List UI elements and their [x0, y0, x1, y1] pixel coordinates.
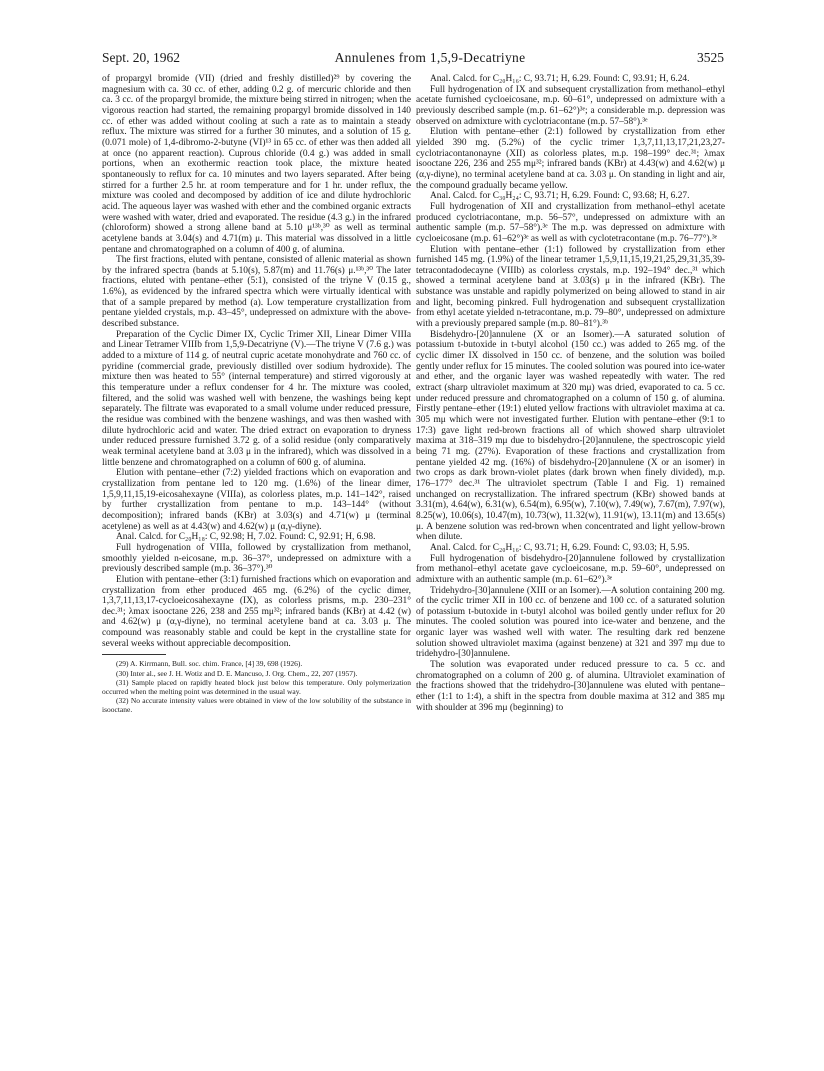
paragraph: The solution was evaporated under reduced pressure to ca. 5 cc. and chromatographed on a column of 200 g. of alumina. Ultraviolet examination of the fractions showed that the tridehydro-[30]annulene was eluted with pentane–ether (1:1 to 1:4), a shift in the spectra from double maxima at 312 and 385 mμ with shoulder at 396 mμ (beginning) to: [416, 660, 725, 713]
footnote: (31) Sample placed on rapidly heated block just below this temperature. Only polymerization occurred when the melting point was determined in the usual way.: [102, 677, 411, 697]
paragraph: Full hydrogenation of XII and crystallization from methanol–ethyl acetate produced cyclotriacontane, m.p. 56–57°, undepressed on admixture with an authentic sample (m.p. 57–58°).³ᵉ The m.p. was depressed on admixture with cycloeicosane (m.p. 61–62°)³ᵉ as well as with cyclotetracontane (m.p. 76–77°).³ᵉ: [416, 201, 725, 244]
footnote: (32) No accurate intensity values were obtained in view of the low solubility of the substance in isooctane.: [102, 696, 411, 715]
paragraph: Anal. Calcd. for C₃₀H₂₄: C, 93.71; H, 6.29. Found: C, 93.68; H, 6.27.: [430, 191, 690, 202]
paragraph: Bisdehydro-[20]annulene (X or an Isomer).—A saturated solution of potassium t-butoxide in t-butyl alcohol (150 cc.) was added to 265 mg. of the cyclic dimer IX dissolved in 150 cc. of benzene, and the solution was boiled gently under reflux for 15 minutes. The cooled solution was poured into ice-water and ether, and the organic layer was washed repeatedly with water. The red extract (sharp ultraviolet maximum at 320 mμ) was dried, evaporated to ca. 5 cc. under reduced pressure and chromatographed on a column of 150 g. of alumina. Firstly pentane–ether (19:1) eluted yellow fractions with ultraviolet maxima at ca. 305 mμ which were not investigated further. Elution with pentane–ether (9:1 to 17:3) gave light red-brown fractions all of which showed sharp ultraviolet maxima at 318–319 mμ due to bisdehydro-[20]annulene, the spectroscopic yield being 71 mg. (27%). Evaporation of these fractions and crystallization from pentane yielded 42 mg. (16%) of bisdehydro-[20]annulene (X or an isomer) in two crops as dark brown-violet plates (dark brown when finely divided), m.p. 176–177° dec.³¹ The ultraviolet spectrum (Table I and Fig. 1) remained unchanged on recrystallization. The infrared spectrum (KBr) showed bands at 3.31(m), 4.64(w), 6.31(w), 6.54(m), 6.95(w), 7.10(w), 7.49(w), 7.67(m), 7.97(w), 8.25(w), 10.06(s), 10.47(m), 10.73(w), 11.32(w), 11.91(w), 13.11(m) and 13.65(s) μ. A benzene solution was red-brown when concentrated and light yellow-brown when dilute.: [416, 329, 725, 543]
footnote: (30) Inter al., see J. H. Wotiz and D. E. Mancuso, J. Org. Chem., 22, 207 (1957).: [116, 668, 358, 678]
paragraph: Full hydrogenation of VIIIa, followed by crystallization from methanol, smoothly yielded n-eicosane, m.p. 36–37°, undepressed on admixture with a previously described sample (m.p. 36–37°).³⁰: [102, 542, 411, 575]
left-column: [102, 74, 411, 715]
paragraph: Elution with pentane–ether (2:1) followed by crystallization from ether yielded 390 mg. (5.2%) of the cyclic trimer 1,3,7,11,13,17,21,23,27-cyclotriacontanonayne (XII) as colorless plates, m.p. 198–199° dec.³¹; λmax isooctane 226, 236 and 255 mμ³²; infrared bands (KBr) at 4.43(w) and 4.62(w) μ (α,γ-diyne), no terminal acetylene band at ca. 3.03 μ. On standing in light and air, the compound gradually became yellow.: [416, 127, 725, 191]
right-column: [416, 74, 725, 713]
paragraph: The first fractions, eluted with pentane, consisted of allenic material as shown by the infrared spectra (bands at 5.10(s), 5.87(m) and 11.76(s) μ.¹³ᵇ,³⁰ The later fractions, eluted with pentane–ether (5:1), consisted of the triyne V (0.15 g., 1.6%), as evidenced by the infrared spectra which were virtually identical with that of a sample prepared by method (a). Low temperature crystallization from pentane yielded crystals, m.p. 43–45°, undepressed on admixture with the above-described substance.: [102, 255, 411, 330]
paragraph: Elution with pentane–ether (1:1) followed by crystallization from ether furnished 145 mg. (1.9%) of the linear tetramer 1,5,9,11,15,19,21,25,29,31,35,39-tetracontadodecayne (VIIIb) as colorless crystals, m.p. 192–194° dec.,³¹ which showed a terminal acetylene band at 3.03(s) μ in the infrared (KBr). The substance was unstable and rapidly polymerized on being allowed to stand in air and light, becoming pinkred. Full hydrogenation and subsequent crystallization from ethyl acetate yielded n-tetracontane, m.p. 79–80°, undepressed on admixture with a previously prepared sample (m.p. 80–81°).³ᵇ: [416, 244, 725, 330]
paragraph: Full hydrogenation of bisdehydro-[20]annulene followed by crystallization from methanol–ethyl acetate gave cycloeicosane, m.p. 59–60°, undepressed on admixture with an authentic sample (m.p. 61–62°).³ᵉ: [416, 553, 725, 585]
paragraph: Preparation of the Cyclic Dimer IX, Cyclic Trimer XII, Linear Dimer VIIIa and Linear Tetramer VIIIb from 1,5,9-Decatriyne (V).—The triyne V (7.6 g.) was added to a mixture of 114 g. of neutral cupric acetate monohydrate and 760 cc. of pyridine (commercial grade, previously distilled over sodium hydroxide). The mixture then was heated to 55° (internal temperature) and stirred vigorously at this temperature under a reflux condenser for 4 hr. The mixture was cooled, filtered, and the solid was washed well with benzene, the washings being kept separately. The filtrate was evaporated to a small volume under reduced pressure, the residue was combined with the benzene washings, and was then washed with dilute hydrochloric acid and water. The dried extract on evaporation to dryness under reduced pressure furnished 3.72 g. of a solid residue (only comparatively weak terminal acetylene band at 3.03 μ in the infrared), which was dissolved in a little benzene and chromatographed on a column of 600 g. of alumina.: [102, 329, 411, 468]
header-page-number: 3525: [697, 50, 724, 65]
footnote-divider: [102, 654, 166, 655]
paragraph: of propargyl bromide (VII) (dried and freshly distilled)²⁹ by covering the magnesium with ca. 30 cc. of ether, adding 0.2 g. of mercuric chloride and then ca. 3 cc. of the propargyl bromide, the mixture being stirred in nitrogen; when the vigorous reaction had started, the remaining propargyl bromide dissolved in 140 cc. of ether was added without cooling at such a rate as to maintain a steady reflux. The mixture was stirred for a further 30 minutes, and a solution of 15 g. (0.071 mole) of 1,4-dibromo-2-butyne (VI)¹³ in 65 cc. of ether was then added all at once (no apparent reaction). Cuprous chloride (0.4 g.) was added in small portions, when an exothermic reaction took place, the mixture heated spontaneously to reflux for ca. 10 minutes and two layers separated. After being stirred for a further 2.5 hr. at room temperature and for 1 hr. under reflux, the mixture was cooled and decomposed by addition of ice and dilute hydrochloric acid. The aqueous layer was washed with ether and the combined organic extracts were washed with water, dried and evaporated. The residue (4.3 g.) in the infrared (chloroform) showed a strong allene band at 5.10 μ¹³ᵇ,³⁰ as well as terminal acetylene bands at 3.04(s) and 4.71(m) μ. This material was dissolved in a little pentane and chromatographed on a column of 400 g. of alumina.: [102, 74, 411, 255]
footnote: (29) A. Kirrmann, Bull. soc. chim. France, [4] 39, 698 (1926).: [116, 659, 303, 669]
header-date: Sept. 20, 1962: [102, 50, 181, 65]
paragraph: Elution with pentane–ether (7:2) yielded fractions which on evaporation and crystallization from pentane led to 120 mg. (1.6%) of the linear dimer, 1,5,9,11,15,19-eicosahexayne (VIIIa), as colorless plates, m.p. 141–142°, raised by further crystallization from pentane to m.p. 143–144° (without decomposition); infrared bands (KBr) at 3.03(s) and 4.71(w) μ (terminal acetylene) as well as at 4.43(w) and 4.62(w) μ (α,γ-diyne).: [102, 468, 411, 532]
paragraph: Anal. Calcd. for C₂₀H₁₈: C, 92.98; H, 7.02. Found: C, 92.91; H, 6.98.: [116, 532, 376, 543]
paragraph: Full hydrogenation of IX and subsequent crystallization from methanol–ethyl acetate furnished cycloeicosane, m.p. 60–61°, undepressed on admixture with a previously described sample (m.p. 61–62°)³ᵉ; a considerable m.p. depression was observed on admixture with cyclotriacontane (m.p. 57–58°).³ᵉ: [416, 84, 725, 127]
paragraph: Elution with pentane–ether (3:1) furnished fractions which on evaporation and crystallization from ether produced 465 mg. (6.2%) of the cyclic dimer, 1,3,7,11,13,17-cycloeicosahexayne (IX), as colorless prisms, m.p. 230–231° dec.³¹; λmax isooctane 226, 238 and 255 mμ³²; infrared bands (KBr) at 4.42 (w) and 4.62(w) μ (α,γ-diyne), no terminal acetylene band at ca. 3.03 μ. The compound was reasonably stable and could be kept in the crystalline state for several weeks without appreciable decomposition.: [102, 574, 411, 649]
paragraph: Anal. Calcd. for C₂₀H₁₆: C, 93.71; H, 6.29. Found: C, 93.91; H, 6.24.: [430, 74, 690, 84]
paragraph: Tridehydro-[30]annulene (XIII or an Isomer).—A solution containing 200 mg. of the cyclic trimer XII in 100 cc. of benzene and 100 cc. of a saturated solution of potassium t-butoxide in t-butyl alcohol was boiled gently under reflux for 20 minutes. The cooled solution was poured into ice-water and benzene, and the organic layer was washed well with water. The resulting dark red benzene solution showed ultraviolet maxima (against benzene) at 321 and 397 mμ due to tridehydro-[30]annulene.: [416, 585, 725, 660]
header-title: Annulenes from 1,5,9-Decatriyne: [334, 50, 526, 65]
paragraph: Anal. Calcd. for C₂₀H₁₆: C, 93.71; H, 6.29. Found: C, 93.03; H, 5.95.: [430, 542, 690, 553]
